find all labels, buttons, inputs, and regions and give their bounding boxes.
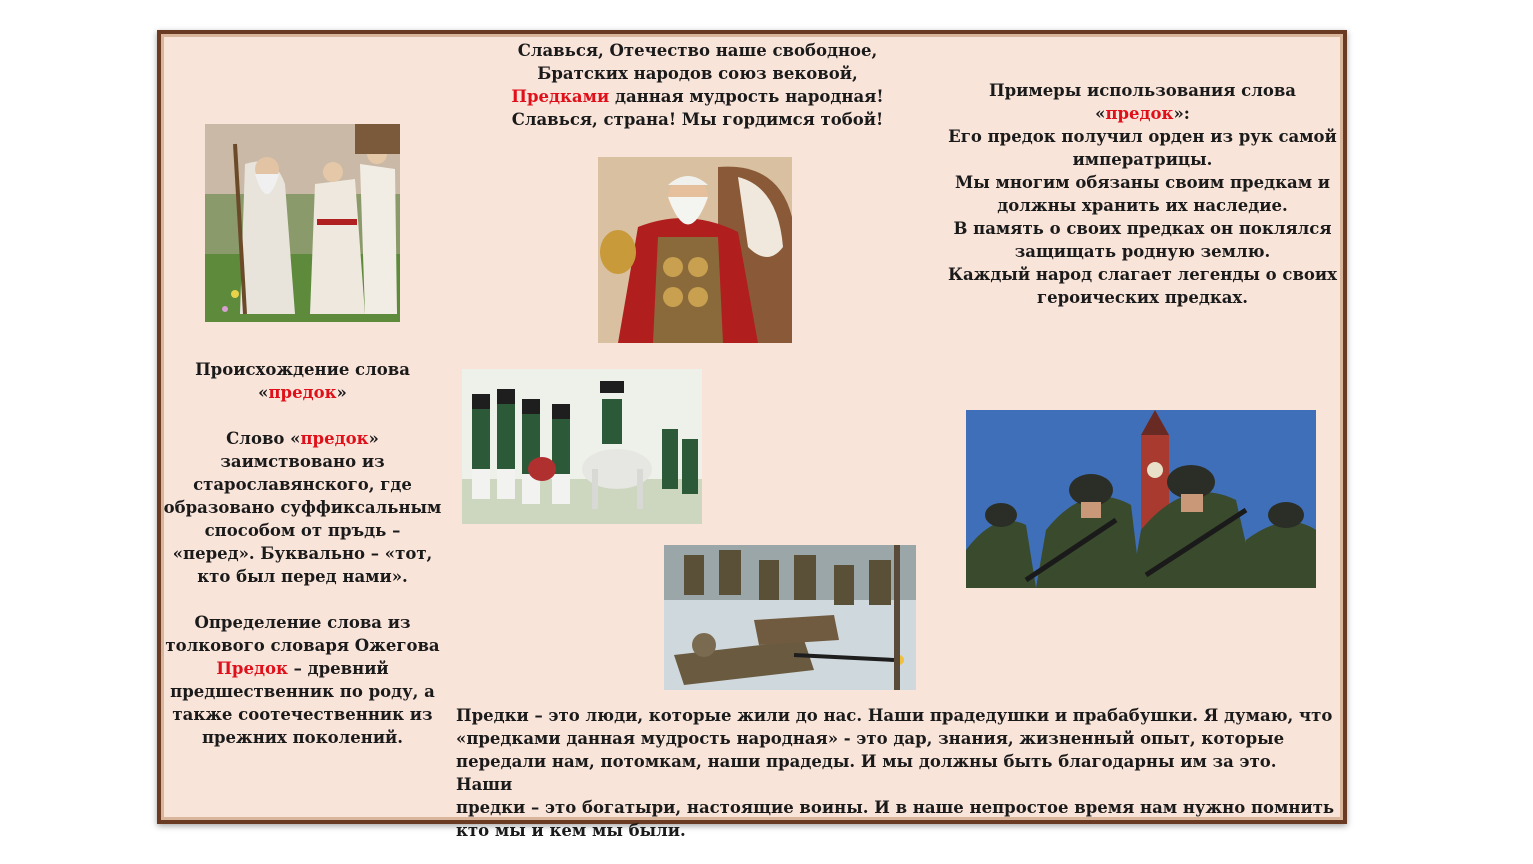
origin-line-7: кто был перед нами».: [197, 567, 408, 586]
definition-text: – древний: [287, 659, 389, 678]
origin-highlight-word: предок: [268, 383, 337, 402]
examples-title-word-line: [940, 102, 1345, 125]
example-1b: императрицы.: [1072, 150, 1213, 169]
anthem-line-3: [470, 85, 925, 108]
example-4a: Каждый народ слагает легенды о своих: [947, 265, 1337, 284]
example-1a: Его предок получил орден из рук самой: [948, 127, 1337, 146]
definition-line-3: также соотечественник из: [172, 705, 433, 724]
definition-line-2: предшественник по роду, а: [170, 682, 435, 701]
origin-title: Происхождение слова: [195, 360, 410, 379]
napoleonic-army-image: [462, 369, 702, 524]
origin-text: »: [368, 429, 379, 448]
origin-text-word: предок: [300, 429, 369, 448]
example-4b: героических предках.: [1036, 288, 1249, 307]
spacer: [160, 404, 445, 427]
quote-open: «: [258, 383, 269, 402]
kremlin-soldiers-image: [966, 410, 1316, 588]
definition-line-4: прежних поколений.: [201, 728, 404, 747]
origin-line-2: заимствовано из: [220, 452, 385, 471]
quote-close: »: [336, 383, 347, 402]
anthem-line-2: Братских народов союз вековой,: [537, 64, 858, 83]
origin-line-3: старославянского, где: [193, 475, 412, 494]
definition-highlight-word: Предок: [216, 659, 288, 678]
origin-block: [160, 358, 445, 588]
definition-block: [160, 611, 445, 749]
examples-title: Примеры использования слова: [989, 81, 1296, 100]
conclusion-block: [456, 704, 1336, 842]
conclusion-line-2: «предками данная мудрость народная» - это дар, знания, жизненный опыт, которые: [456, 729, 1285, 748]
origin-line-6: «перед». Буквально – «тот,: [172, 544, 433, 563]
example-2b: должны хранить их наследие.: [997, 196, 1288, 215]
anthem-line-3-rest: данная мудрость народная!: [609, 87, 884, 106]
example-3b: защищать родную землю.: [1014, 242, 1271, 261]
examples-block: [940, 79, 1345, 309]
quote-open: «: [1095, 104, 1106, 123]
example-3a: В память о своих предках он поклялся: [953, 219, 1332, 238]
examples-highlight-word: предок: [1105, 104, 1174, 123]
origin-title-word-line: [160, 381, 445, 404]
origin-line-5: способом от пръдь –: [204, 521, 401, 540]
origin-line-4: образовано суффиксальным: [163, 498, 442, 517]
origin-text: Слово «: [226, 429, 301, 448]
example-2a: Мы многим обязаны своим предкам и: [954, 173, 1331, 192]
definition-title-2: толкового словаря Ожегова: [165, 636, 440, 655]
definition-line-1: [160, 657, 445, 680]
anthem-highlight-word: Предками: [511, 87, 610, 106]
conclusion-line-1: Предки – это люди, которые жили до нас. Наши прадедушки и прабабушки. Я думаю, что: [456, 706, 1333, 725]
quote-close: »:: [1173, 104, 1190, 123]
bogatyr-warrior-image: [598, 157, 792, 343]
conclusion-line-4: предки – это богатыри, настоящие воины. И в наше непростое время нам нужно помнить: [456, 798, 1335, 817]
slavic-elders-image: [205, 124, 400, 322]
definition-title-1: Определение слова из: [194, 613, 411, 632]
ww2-soldiers-image: [664, 545, 916, 690]
conclusion-line-5: кто мы и кем мы были.: [456, 821, 686, 840]
origin-line-1: [160, 427, 445, 450]
anthem-line-4: Славься, страна! Мы гордимся тобой!: [511, 110, 884, 129]
anthem-verse: [470, 39, 925, 131]
conclusion-line-3: передали нам, потомкам, наши прадеды. И мы должны быть благодарны им за это. Наши: [456, 752, 1277, 794]
anthem-line-1: Славься, Отечество наше свободное,: [517, 41, 878, 60]
